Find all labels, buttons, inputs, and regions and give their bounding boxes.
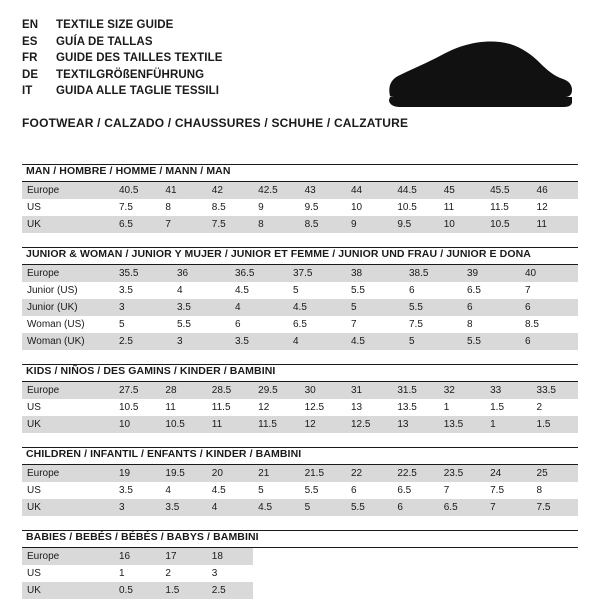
size-cell: 33.5 bbox=[532, 382, 578, 399]
size-cell: 11.5 bbox=[253, 416, 299, 433]
size-cell: 4 bbox=[165, 485, 171, 496]
language-row bbox=[22, 68, 223, 84]
size-cell: 20 bbox=[207, 465, 253, 482]
size-cell: 7 bbox=[160, 216, 206, 233]
size-cell: 10.5 bbox=[485, 216, 531, 233]
size-cell: 5.5 bbox=[462, 333, 520, 350]
size-cell: 1.5 bbox=[532, 416, 578, 433]
table-row bbox=[22, 499, 578, 516]
table-row bbox=[22, 416, 578, 433]
row-label: Europe bbox=[22, 182, 114, 199]
size-cell: 3 bbox=[114, 299, 172, 316]
size-cell: 8.5 bbox=[525, 319, 539, 330]
row-label: US bbox=[27, 402, 41, 413]
size-table-junior-woman bbox=[22, 265, 578, 350]
row-label: US bbox=[27, 568, 41, 579]
size-table-babies bbox=[22, 548, 578, 599]
size-cell: 13 bbox=[350, 402, 363, 413]
language-row bbox=[22, 18, 223, 34]
size-cell: 4.5 bbox=[211, 485, 226, 496]
language-title: GUÍA DE TALLAS bbox=[56, 35, 153, 48]
size-cell: 37.5 bbox=[288, 265, 346, 282]
row-label: UK bbox=[22, 499, 114, 516]
size-cell: 46 bbox=[532, 182, 578, 199]
size-cell: 8 bbox=[467, 319, 473, 330]
size-cell: 29.5 bbox=[253, 382, 299, 399]
empty-cell bbox=[300, 582, 346, 599]
size-cell: 28 bbox=[160, 382, 206, 399]
size-cell: 7 bbox=[443, 485, 450, 496]
empty-cell bbox=[439, 565, 485, 582]
size-cell: 3 bbox=[172, 333, 230, 350]
table-row bbox=[22, 282, 578, 299]
size-cell: 6 bbox=[520, 299, 578, 316]
size-cell: 6.5 bbox=[114, 216, 160, 233]
language-row bbox=[22, 84, 223, 100]
size-cell: 8.5 bbox=[300, 216, 346, 233]
size-cell: 12 bbox=[258, 402, 270, 413]
size-cell: 7.5 bbox=[490, 485, 505, 496]
table-row bbox=[22, 199, 578, 216]
size-cell: 35.5 bbox=[114, 265, 172, 282]
empty-cell bbox=[346, 565, 392, 582]
size-cell: 30 bbox=[300, 382, 346, 399]
size-cell: 2 bbox=[165, 568, 171, 579]
size-cell: 16 bbox=[114, 548, 160, 565]
empty-cell bbox=[300, 548, 346, 565]
size-cell: 13.5 bbox=[439, 416, 485, 433]
table-row bbox=[22, 316, 578, 333]
section-title: BABIES / BEBÉS / BÉBÉS / BABYS / BAMBINI bbox=[26, 531, 259, 543]
size-cell: 6.5 bbox=[439, 499, 485, 516]
size-cell: 1 bbox=[119, 568, 125, 579]
section-title: JUNIOR & WOMAN / JUNIOR Y MUJER / JUNIOR ET FEMME / JUNIOR UND FRAU / JUNIOR E DONA bbox=[26, 248, 531, 260]
row-label: Junior (UK) bbox=[22, 299, 114, 316]
size-cell: 2.5 bbox=[207, 582, 253, 599]
empty-cell bbox=[253, 548, 299, 565]
size-cell: 31.5 bbox=[392, 382, 438, 399]
size-cell: 31 bbox=[346, 382, 392, 399]
size-cell: 39 bbox=[462, 265, 520, 282]
size-cell: 5.5 bbox=[404, 299, 462, 316]
size-cell: 5 bbox=[300, 499, 346, 516]
size-cell: 4.5 bbox=[288, 299, 346, 316]
size-cell: 5 bbox=[258, 485, 264, 496]
size-cell: 44.5 bbox=[392, 182, 438, 199]
size-cell: 6 bbox=[350, 485, 357, 496]
empty-cell bbox=[439, 582, 485, 599]
size-cell: 6.5 bbox=[293, 319, 307, 330]
size-cell: 3.5 bbox=[172, 299, 230, 316]
size-cell: 7.5 bbox=[207, 216, 253, 233]
section-children bbox=[22, 447, 578, 516]
table-row bbox=[22, 216, 578, 233]
size-cell: 8 bbox=[536, 485, 543, 496]
empty-cell bbox=[485, 565, 531, 582]
size-cell: 8.5 bbox=[211, 202, 226, 213]
language-code: IT bbox=[22, 85, 33, 97]
size-cell: 3.5 bbox=[119, 285, 133, 296]
table-row bbox=[22, 333, 578, 350]
size-cell: 4.5 bbox=[346, 333, 404, 350]
size-cell: 36.5 bbox=[230, 265, 288, 282]
size-cell: 10.5 bbox=[119, 402, 139, 413]
size-cell: 36 bbox=[172, 265, 230, 282]
size-cell: 7.5 bbox=[119, 202, 133, 213]
size-cell: 42.5 bbox=[253, 182, 299, 199]
size-cell: 6 bbox=[520, 333, 578, 350]
size-cell: 6 bbox=[409, 285, 415, 296]
size-cell: 1.5 bbox=[160, 582, 206, 599]
size-cell: 4 bbox=[230, 299, 288, 316]
size-cell: 7 bbox=[351, 319, 357, 330]
size-cell: 11 bbox=[443, 202, 455, 213]
table-row bbox=[22, 265, 578, 282]
size-cell: 32 bbox=[439, 382, 485, 399]
size-cell: 7.5 bbox=[409, 319, 423, 330]
size-cell: 3 bbox=[114, 499, 160, 516]
size-cell: 0.5 bbox=[114, 582, 160, 599]
language-code: DE bbox=[22, 68, 39, 81]
size-cell: 45 bbox=[439, 182, 485, 199]
empty-cell bbox=[392, 548, 438, 565]
size-cell: 2 bbox=[536, 402, 543, 413]
size-cell: 43 bbox=[300, 182, 346, 199]
size-cell: 12.5 bbox=[304, 402, 325, 413]
section-babies bbox=[22, 530, 578, 599]
row-label: UK bbox=[22, 582, 114, 599]
table-row bbox=[22, 182, 578, 199]
size-cell: 11.5 bbox=[211, 402, 231, 413]
row-label: UK bbox=[22, 416, 114, 433]
size-cell: 9.5 bbox=[392, 216, 438, 233]
empty-cell bbox=[392, 565, 438, 582]
size-cell: 5 bbox=[346, 299, 404, 316]
size-cell: 22 bbox=[346, 465, 392, 482]
size-cell: 3 bbox=[211, 568, 218, 579]
size-cell: 28.5 bbox=[207, 382, 253, 399]
empty-cell bbox=[532, 582, 578, 599]
size-cell: 7.5 bbox=[532, 499, 578, 516]
size-cell: 9.5 bbox=[304, 202, 319, 213]
language-code: FR bbox=[22, 52, 38, 64]
empty-cell bbox=[439, 548, 485, 565]
size-cell: 6.5 bbox=[467, 285, 481, 296]
size-cell: 6 bbox=[392, 499, 438, 516]
size-cell: 24 bbox=[485, 465, 531, 482]
row-label: Junior (US) bbox=[27, 285, 78, 296]
empty-cell bbox=[532, 548, 578, 565]
size-cell: 3.5 bbox=[119, 485, 133, 496]
size-cell: 1.5 bbox=[490, 402, 505, 413]
size-cell: 40.5 bbox=[114, 182, 160, 199]
size-cell: 11 bbox=[532, 216, 578, 233]
empty-cell bbox=[346, 548, 392, 565]
size-cell: 8 bbox=[165, 202, 171, 213]
size-cell: 3.5 bbox=[230, 333, 288, 350]
language-title: GUIDE DES TAILLES TEXTILE bbox=[56, 52, 223, 64]
size-cell: 11.5 bbox=[490, 202, 509, 213]
size-cell: 6 bbox=[462, 299, 520, 316]
size-cell: 12 bbox=[536, 202, 548, 213]
size-cell: 11 bbox=[207, 416, 253, 433]
table-row bbox=[22, 465, 578, 482]
empty-cell bbox=[392, 582, 438, 599]
size-cell: 7 bbox=[485, 499, 531, 516]
language-code: ES bbox=[22, 35, 38, 48]
size-cell: 10 bbox=[439, 216, 485, 233]
size-cell: 17 bbox=[160, 548, 206, 565]
language-title-list bbox=[22, 18, 223, 100]
size-cell: 2.5 bbox=[114, 333, 172, 350]
size-cell: 13 bbox=[392, 416, 438, 433]
row-label: UK bbox=[22, 216, 114, 233]
size-cell: 5 bbox=[404, 333, 462, 350]
size-cell: 5 bbox=[293, 285, 299, 296]
size-cell: 41 bbox=[160, 182, 206, 199]
section-title: MAN / HOMBRE / HOMME / MANN / MAN bbox=[26, 165, 231, 177]
row-label: US bbox=[27, 202, 41, 213]
size-cell: 45.5 bbox=[485, 182, 531, 199]
size-cell: 9 bbox=[258, 202, 264, 213]
size-table-kids bbox=[22, 382, 578, 433]
size-cell: 19.5 bbox=[160, 465, 206, 482]
table-row bbox=[22, 548, 578, 565]
size-cell: 23.5 bbox=[439, 465, 485, 482]
table-row bbox=[22, 565, 578, 582]
size-cell: 38.5 bbox=[404, 265, 462, 282]
size-cell: 6 bbox=[235, 319, 241, 330]
size-cell: 42 bbox=[207, 182, 253, 199]
size-cell: 9 bbox=[346, 216, 392, 233]
size-cell: 4 bbox=[207, 499, 253, 516]
row-label: Europe bbox=[22, 548, 114, 565]
size-cell: 44 bbox=[346, 182, 392, 199]
size-cell: 25 bbox=[532, 465, 578, 482]
size-cell: 5 bbox=[119, 319, 125, 330]
row-label: Europe bbox=[22, 465, 114, 482]
size-cell: 12.5 bbox=[346, 416, 392, 433]
size-cell: 21 bbox=[253, 465, 299, 482]
dress-shoe-icon bbox=[384, 38, 574, 110]
size-cell: 5.5 bbox=[346, 499, 392, 516]
row-label: Woman (UK) bbox=[22, 333, 114, 350]
size-cell: 10 bbox=[114, 416, 160, 433]
language-title: TEXTILE SIZE GUIDE bbox=[56, 19, 174, 31]
table-row bbox=[22, 399, 578, 416]
language-row bbox=[22, 51, 223, 67]
row-label: Woman (US) bbox=[27, 319, 85, 330]
size-cell: 27.5 bbox=[114, 382, 160, 399]
empty-cell bbox=[300, 565, 346, 582]
footwear-category-title: FOOTWEAR / CALZADO / CHAUSSURES / SCHUHE / CALZATURE bbox=[22, 116, 409, 130]
size-cell: 3.5 bbox=[160, 499, 206, 516]
size-cell: 22.5 bbox=[392, 465, 438, 482]
size-cell: 6.5 bbox=[397, 485, 412, 496]
empty-cell bbox=[485, 548, 531, 565]
section-junior-woman bbox=[22, 247, 578, 350]
size-cell: 5.5 bbox=[177, 319, 191, 330]
empty-cell bbox=[346, 582, 392, 599]
table-row bbox=[22, 382, 578, 399]
table-row bbox=[22, 582, 578, 599]
table-row bbox=[22, 299, 578, 316]
size-cell: 21.5 bbox=[300, 465, 346, 482]
size-cell: 38 bbox=[346, 265, 404, 282]
size-cell: 10.5 bbox=[397, 202, 417, 213]
row-label: Europe bbox=[22, 265, 114, 282]
size-cell: 18 bbox=[207, 548, 253, 565]
section-man bbox=[22, 164, 578, 233]
size-cell: 12 bbox=[300, 416, 346, 433]
size-table-children bbox=[22, 465, 578, 516]
size-cell: 8 bbox=[253, 216, 299, 233]
empty-cell bbox=[485, 582, 531, 599]
size-cell: 10 bbox=[350, 202, 363, 213]
document-header bbox=[22, 18, 578, 110]
size-cell: 5.5 bbox=[304, 485, 319, 496]
empty-cell bbox=[253, 565, 299, 582]
language-title: GUIDA ALLE TAGLIE TESSILI bbox=[56, 85, 220, 97]
section-title: CHILDREN / INFANTIL / ENFANTS / KINDER / BAMBINI bbox=[26, 448, 302, 460]
size-cell: 4 bbox=[177, 285, 183, 296]
empty-cell bbox=[253, 582, 299, 599]
size-cell: 40 bbox=[520, 265, 578, 282]
row-label: Europe bbox=[22, 382, 114, 399]
language-title: TEXTILGRÖßENFÜHRUNG bbox=[56, 68, 205, 81]
section-kids bbox=[22, 364, 578, 433]
language-code: EN bbox=[22, 19, 39, 31]
size-cell: 1 bbox=[485, 416, 531, 433]
size-cell: 4.5 bbox=[235, 285, 249, 296]
size-cell: 19 bbox=[114, 465, 160, 482]
table-row bbox=[22, 482, 578, 499]
size-cell: 4.5 bbox=[253, 499, 299, 516]
size-cell: 5.5 bbox=[351, 285, 365, 296]
row-label: US bbox=[27, 485, 41, 496]
size-table-man bbox=[22, 182, 578, 233]
language-row bbox=[22, 35, 223, 51]
empty-cell bbox=[532, 565, 578, 582]
size-cell: 4 bbox=[288, 333, 346, 350]
size-cell: 7 bbox=[525, 285, 531, 296]
size-cell: 33 bbox=[485, 382, 531, 399]
section-title: KIDS / NIÑOS / DES GAMINS / KINDER / BAMBINI bbox=[26, 365, 276, 377]
size-cell: 10.5 bbox=[160, 416, 206, 433]
size-cell: 11 bbox=[165, 402, 176, 413]
size-cell: 13.5 bbox=[397, 402, 417, 413]
size-cell: 1 bbox=[443, 402, 450, 413]
